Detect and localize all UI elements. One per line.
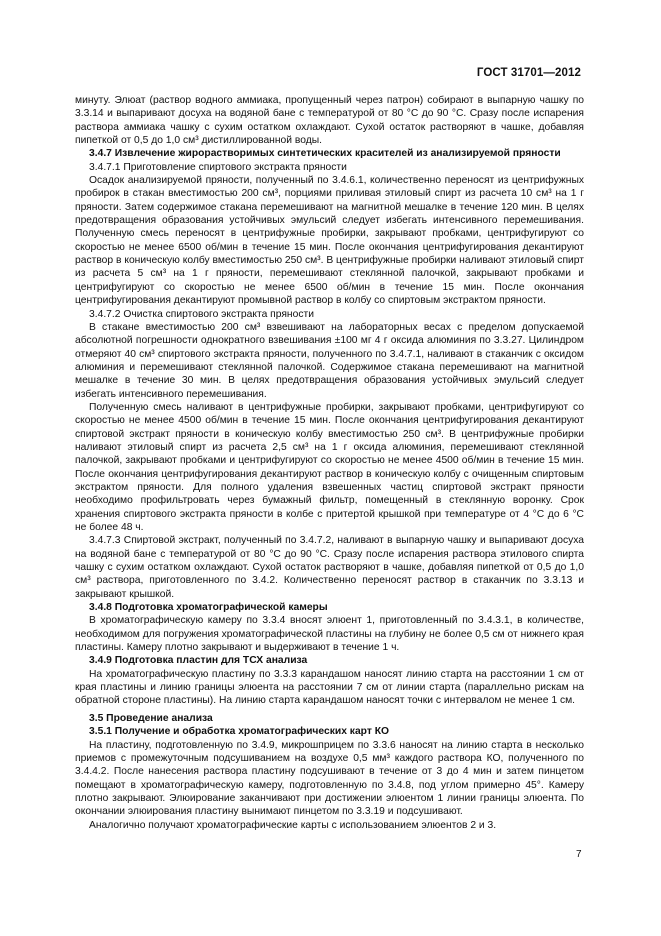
paragraph-3-4-7-3: 3.4.7.3 Спиртовой экстракт, полученный по 3.4.7.2, наливают в выпарную чашку и выпаривают досуха на водяной бане с температурой от 80 °С до 90 °С. Сразу после испарения раствора этилового спирта чашку с сухим остатком охлаждают. Сухой остаток растворяют в чашке, добавляя пипеткой от 0,5 до 1,0 см³ раствора, приготовленного по 3.4.2. Количественно переносят раствор в стаканчик по 3.3.13 и закрывают крышкой. (75, 535, 584, 600)
page-number: 7 (576, 849, 582, 860)
paragraph-eluents-2-3: Аналогично получают хроматографические карты с использованием элюентов 2 и 3. (89, 819, 497, 831)
paragraph-elution-continuation: минуту. Элюат (раствор водного аммиака, пропущенный через патрон) собирают в выпарную чашку по 3.3.14 и выпаривают досуха на водяной бане с температурой от 80 °С до 90 °С. Сразу после испарения раствора аммиака чашку с сухим остатком охлаждают. Сухой остаток растворяют в чашке, добавляя пипеткой от 0,5 до 1,0 см³ дистиллированной воды. (75, 95, 584, 147)
standard-header: ГОСТ 31701—2012 (476, 67, 581, 79)
paragraph-chromatogram-procedure: На пластину, подготовленную по 3.4.9, микрошприцем по 3.3.6 наносят на линию старта в несколько приемов с промежуточным подсушиванием на воздухе 0,5 мм³ каждого раствора КО, полученного по 3.4.4.2. После нанесения раствора пластину подсушивают в течение от 3 до 4 мин и затем пинцетом помещают в хроматографическую камеру, подготовленную по 3.4.8, под углом примерно 45°. Камеру плотно закрывают. Элюирование заканчивают при достижении элюентом 1 линии границы элюента. По окончании элюирования пластину вынимают пинцетом по 3.3.19 и подсушивают. (75, 739, 584, 818)
subheading-3-4-7-1: 3.4.7.1 Приготовление спиртового экстракта пряности (89, 161, 347, 173)
page-content (75, 94, 584, 832)
heading-3-5: 3.5 Проведение анализа (89, 712, 213, 724)
heading-3-4-8: 3.4.8 Подготовка хроматографической камеры (89, 602, 328, 614)
heading-3-5-1: 3.5.1 Получение и обработка хроматографических карт КО (89, 726, 390, 738)
subheading-3-4-7-2: 3.4.7.2 Очистка спиртового экстракта пряности (89, 308, 314, 320)
paragraph-centrifuge-cleanup: Полученную смесь наливают в центрифужные пробирки, закрывают пробками, центрифугируют со скоростью не менее 4500 об/мин в течение 15 мин. После окончания центрифугирования декантируют спиртовой экстракт пряности в коническую колбу вместимостью 250 см³. В центрифужные пробирки наливают этиловый спирт из расчета 2,5 см³ на 1 г оксида алюминия, перемешивают стеклянной палочкой, закрывают пробками и центрифугируют со скоростью не менее 4500 об/мин в течение 15 мин. После окончания центрифугирования декантируют раствор в коническую колбу с очищенным спиртовым экстрактом пряности. Для полного удаления взвешенных частиц спиртовой экстракт пряности необходимо профильтровать через бумажный фильтр, помещенный в стеклянную воронку. Срок хранения спиртового экстракта пряности в колбе с притертой крышкой при температуре от 4 °С до 6 °С не более 48 ч. (75, 401, 584, 533)
heading-3-4-9: 3.4.9 Подготовка пластин для ТСХ анализа (89, 655, 308, 667)
paragraph-plate-prep: На хроматографическую пластину по 3.3.3 карандашом наносят линию старта на расстоянии 1 см от края пластины и линию границы элюента на расстоянии 7 см от линии старта (параллельно рискам на обратной стороне пластины). На линию старта карандашом наносят точки с интервалом не менее 1 см. (75, 668, 584, 707)
heading-3-4-7: 3.4.7 Извлечение жирорастворимых синтетических красителей из анализируемой пряности (89, 148, 561, 160)
paragraph-chamber-prep: В хроматографическую камеру по 3.3.4 вносят элюент 1, приготовленный по 3.4.3.1, в количестве, необходимом для погружения хроматографической пластины на глубину не более 0,5 см от нижнего края пластины. Камеру плотно закрывают и выдерживают в течение 1 ч. (75, 615, 584, 654)
paragraph-alumina-weighing: В стакане вместимостью 200 см³ взвешивают на лабораторных весах с пределом допускаемой абсолютной погрешности однократного взвешивания ±100 мг 4 г оксида алюминия по 3.3.27. Цилиндром отмеряют 40 см³ спиртового экстракта пряности, полученного по 3.4.7.1, наливают в стаканчик с оксидом алюминия и перемешивают стеклянной палочкой. Содержимое стакана перемешивают на магнитной мешалке в течение 30 мин. В целях предотвращения образования устойчивых эмульсий следует избегать интенсивного перемешивания. (75, 321, 584, 400)
paragraph-spirit-extract: Осадок анализируемой пряности, полученный по 3.4.6.1, количественно переносят из центрифужных пробирок в стакан вместимостью 200 см³, порциями приливая этиловый спирт из расчета 10 см³ на 1 г пряности. Затем содержимое стакана перемешивают на магнитной мешалке в течение 120 мин. В целях предотвращения образования устойчивых эмульсий следует избегать интенсивного перемешивания. Полученную смесь переносят в центрифужные пробирки, закрывают пробками, центрифугируют со скоростью не менее 6500 об/мин в течение 15 мин. После окончания центрифугирования декантируют раствор в коническую колбу вместимостью 250 см³. В центрифужные пробирки наливают этиловый спирт из расчета 5 см³ на 1 г пряности, перемешивают стеклянной палочкой, закрывают пробками и центрифугируют со скоростью не менее 6500 об/мин в течение 15 мин. После окончания центрифугирования декантируют промывной раствор в колбу со спиртовым экстрактом пряности. (75, 175, 584, 307)
